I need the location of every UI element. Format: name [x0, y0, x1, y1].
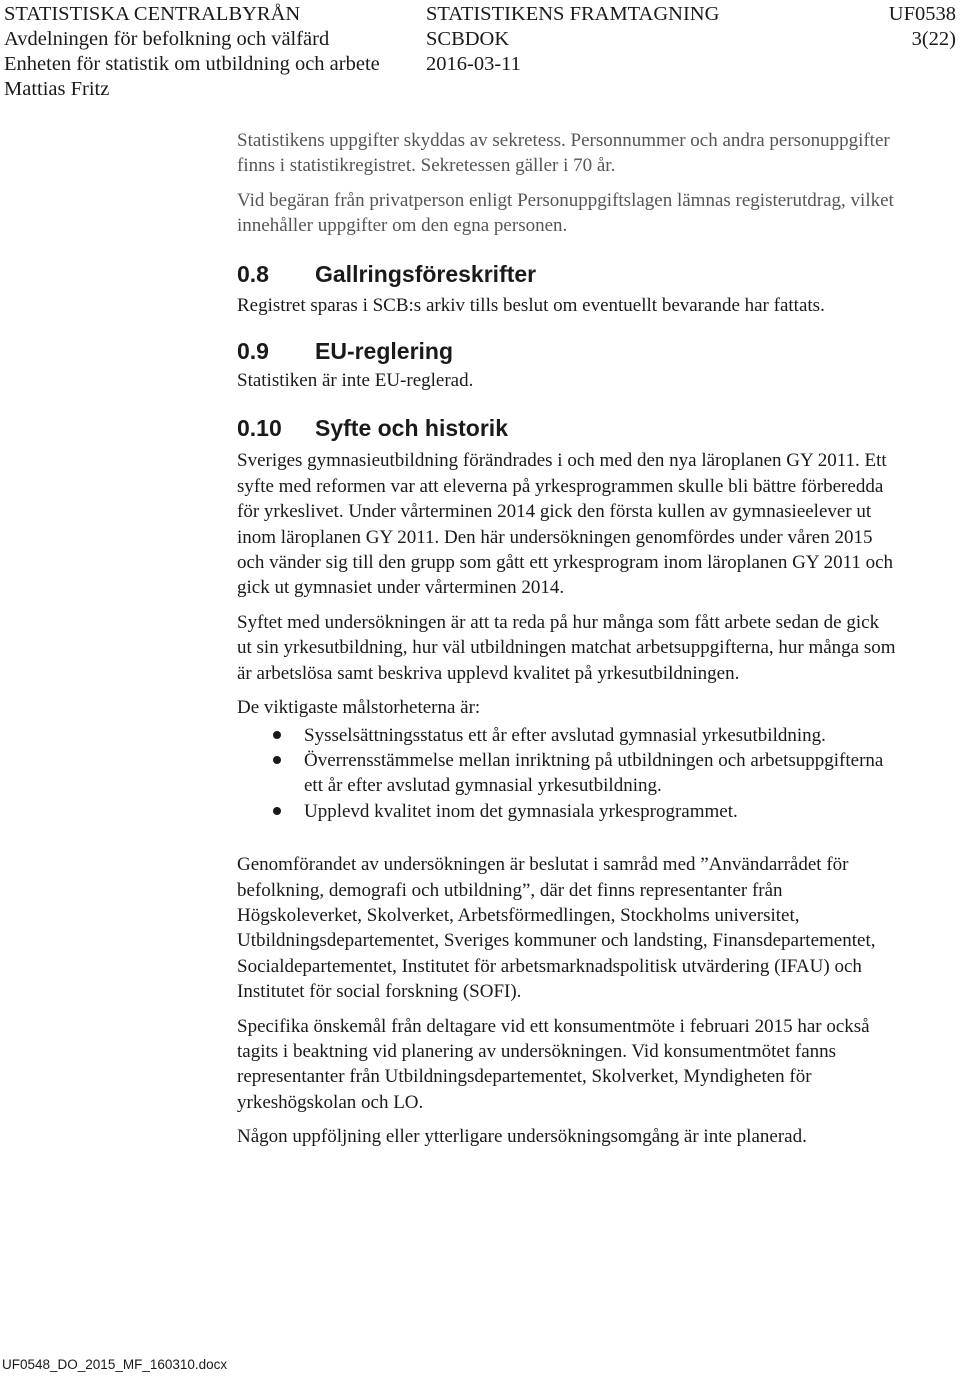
collaboration-paragraph: Genomförandet av undersökningen är beslutat i samråd med ”Användarrådet för befolkning, demografi och utbildning”, där det finns representanter från Högskoleverket, Skolverket, Arbetsförmedlingen, Stockholms universitet, Utbildningsdepartementet, Sveriges kommuner och landsting, Finansdepartementet, Socialdepartementet, Institutet för arbetsmarknadspolitisk utvärdering (IFAU) och Institutet för social forskning (SOFI). — [237, 854, 876, 1003]
unit-name: Enheten för statistik om utbildning och arbete — [4, 53, 380, 75]
follow-up-paragraph: Någon uppföljning eller ytterligare undersökningsomgång är inte planerad. — [237, 1126, 807, 1148]
list-item: Sysselsättningsstatus ett år efter avslutad gymnasial yrkesutbildning. — [237, 723, 897, 748]
section-number: 0.8 — [237, 260, 269, 287]
secrecy-paragraph: Statistikens uppgifter skyddas av sekretess. Personnummer och andra personuppgifter finns i statistikregistret. Sekretessen gäller i 70 år. — [237, 130, 890, 177]
purpose-paragraph: Syftet med undersökningen är att ta reda på hur många som fått arbete sedan de gick ut sin yrkesutbildning, hur väl utbildningen matchat arbetsuppgifterna, hur många som är arbetslösa samt beskriva upplevd kvalitet på yrkesutbildningen. — [237, 611, 896, 684]
department-name: Avdelningen för befolkning och välfärd — [4, 28, 330, 50]
history-paragraph: Sveriges gymnasieutbildning förändrades i och med den nya läroplanen GY 2011. Ett syfte med reformen var att eleverna på yrkesprogrammen skulle bli bättre förberedda för yrkeslivet. Under vårterminen 2014 gick den första kullen av gymnasieelever ut inom läroplanen GY 2011. Den här undersökningen genomfördes under våren 2015 och vänder sig till den grupp som gått ett yrkesprogram inom läroplanen GY 2011 och gick ut gymnasiet under vårterminen 2014. — [237, 450, 894, 599]
header-row-4 — [4, 77, 956, 102]
consumer-meeting-paragraph: Specifika önskemål från deltagare vid ett konsumentmöte i februari 2015 har också tagits i beaktning vid planering av undersökningen. Vid konsumentmötet fanns representanter från Utbildningsdepartementet, Skolverket, Myndigheten för yrkeshögskolan och LO. — [237, 1015, 870, 1113]
header-row-3 — [4, 52, 956, 77]
document-category: STATISTIKENS FRAMTAGNING — [426, 3, 720, 25]
document-date: 2016-03-11 — [426, 53, 521, 75]
section-heading-0-10 — [237, 414, 897, 442]
document-body — [237, 128, 897, 1150]
page-header — [4, 2, 956, 102]
agency-name: STATISTISKA CENTRALBYRÅN — [4, 3, 301, 25]
section-heading-0-8 — [237, 260, 897, 288]
goals-list — [237, 723, 897, 825]
list-item: Upplevd kvalitet inom det gymnasiala yrkesprogrammet. — [237, 799, 897, 824]
header-row-2 — [4, 27, 956, 52]
footer-filename: UF0548_DO_2015_MF_160310.docx — [2, 1357, 228, 1372]
list-item: Överrensstämmelse mellan inriktning på utbildningen och arbetsuppgifterna ett år efter avslutad gymnasial yrkesutbildning. — [237, 748, 897, 799]
header-row-1 — [4, 2, 956, 27]
section-title: EU-reglering — [315, 338, 454, 365]
section-heading-0-9 — [237, 337, 897, 365]
page-number: 3(22) — [911, 28, 956, 50]
section-number: 0.10 — [237, 415, 282, 442]
section-title: Gallringsföreskrifter — [315, 260, 537, 287]
register-extract-paragraph: Vid begäran från privatperson enligt Personuppgiftslagen lämnas registerutdrag, vilket innehåller uppgifter om den egna personen. — [237, 189, 894, 237]
retention-paragraph: Registret sparas i SCB:s arkiv tills beslut om eventuellt bevarande har fattats. — [237, 294, 825, 316]
author-name: Mattias Fritz — [4, 78, 110, 100]
product-code: UF0538 — [888, 3, 956, 25]
section-number: 0.9 — [237, 338, 269, 365]
document-type: SCBDOK — [426, 28, 510, 50]
section-title: Syfte och historik — [315, 415, 508, 442]
eu-regulation-paragraph: Statistiken är inte EU-reglerad. — [237, 370, 474, 392]
goals-intro: De viktigaste målstorheterna är: — [237, 697, 481, 719]
